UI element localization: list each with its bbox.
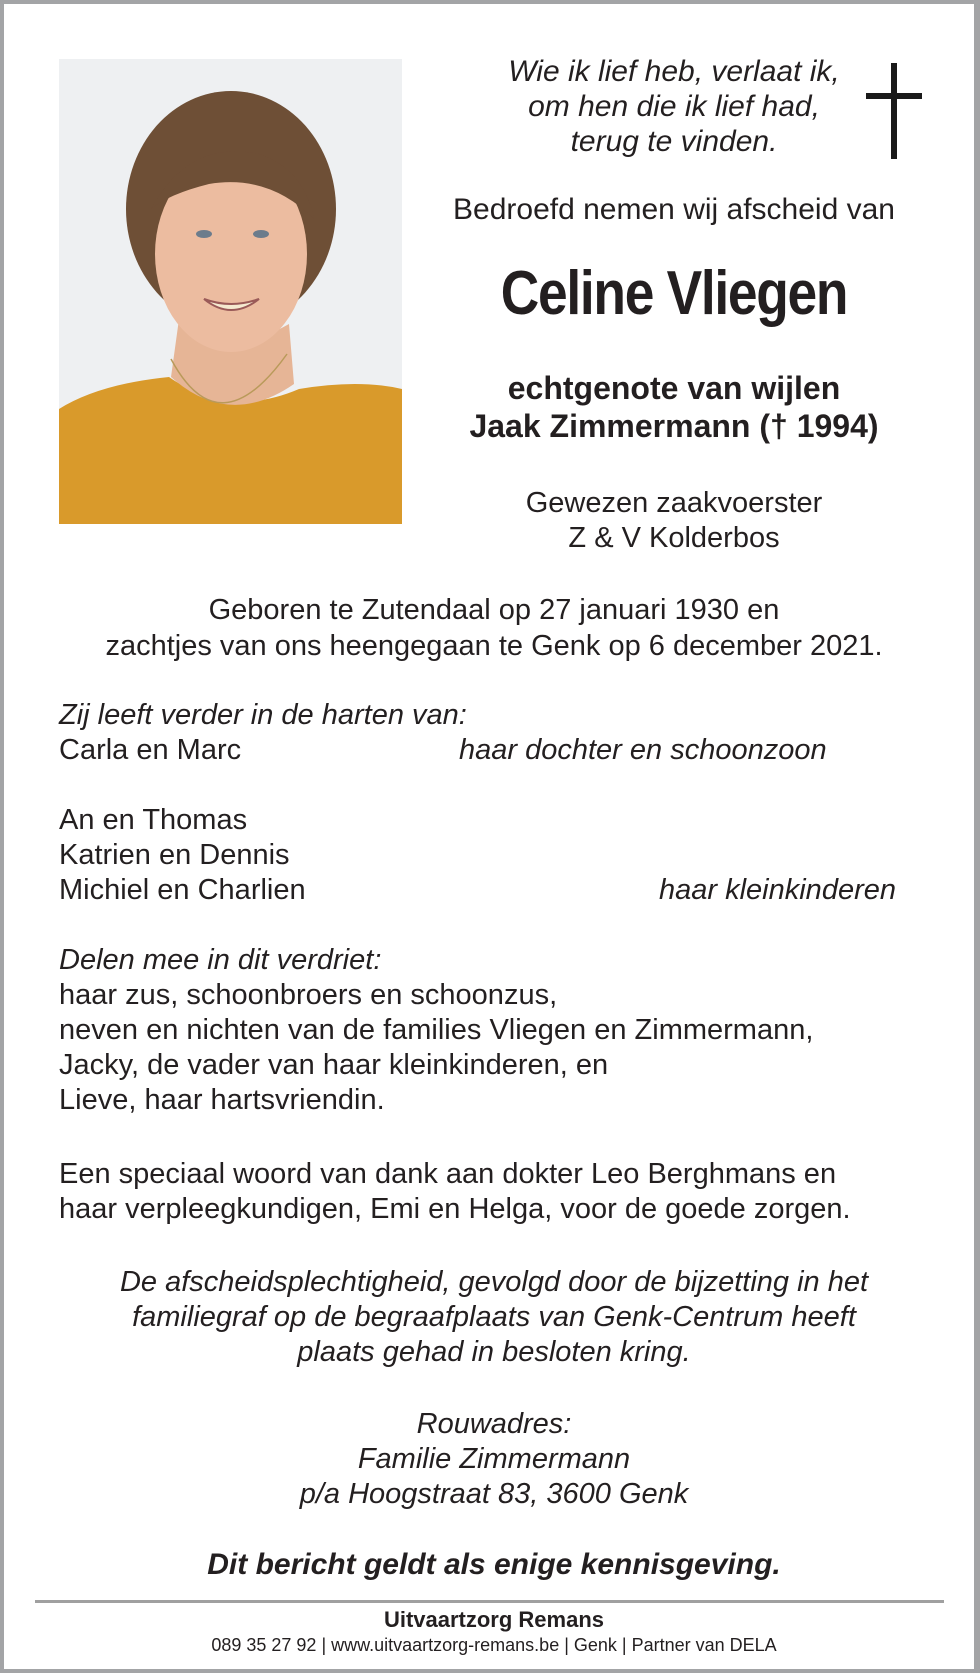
sharing-line: Jacky, de vader van haar kleinkinderen, en (59, 1049, 609, 1081)
portrait-image (59, 59, 402, 524)
survivors (59, 698, 919, 1118)
survivor-names: Michiel en Charlien (59, 874, 306, 906)
sharing-heading: Delen mee in dit verdriet: (59, 944, 382, 976)
thanks (59, 1157, 919, 1227)
ceremony-line: plaats gehad in besloten kring. (297, 1336, 691, 1368)
survivor-names: Carla en Marc (59, 734, 242, 766)
survivors-heading: Zij leeft verder in de harten van: (59, 699, 467, 731)
sharing-line: neven en nichten van de families Vliegen en Zimmermann, (59, 1014, 814, 1046)
died-line: zachtjes van ons heengegaan te Genk op 6 december 2021. (105, 630, 883, 662)
birth-death-info (44, 592, 944, 664)
ceremony-line: familiegraf op de begraafplaats van Genk-Centrum heeft (132, 1301, 856, 1333)
quote-line: terug te vinden. (570, 125, 778, 158)
sharing-line: Lieve, haar hartsvriendin. (59, 1084, 385, 1116)
notice-text: Dit bericht geldt als enige kennisgeving. (207, 1548, 781, 1581)
survivor-names: Katrien en Dennis (59, 839, 290, 871)
survivor-row (59, 803, 919, 838)
lead-text: Bedroefd nemen wij afscheid van (453, 193, 895, 226)
spouse-line: echtgenote van wijlen (507, 370, 841, 406)
quote-line: om hen die ik lief had, (528, 90, 820, 123)
thanks-line: Een speciaal woord van dank aan dokter Leo Berghmans en (59, 1158, 837, 1190)
survivor-relation: haar kleinkinderen (659, 874, 896, 906)
occupation (424, 486, 924, 556)
funeral-company: Uitvaartzorg Remans (383, 1607, 605, 1632)
spouse-line: Jaak Zimmermann († 1994) (469, 408, 879, 444)
sharing-line: haar zus, schoonbroers en schoonzus, (59, 979, 558, 1011)
ceremony-line: De afscheidsplechtigheid, gevolgd door de bijzetting in het (119, 1266, 869, 1298)
survivor-row (59, 873, 919, 908)
footer-divider (35, 1600, 944, 1603)
thanks-line: haar verpleegkundigen, Emi en Helga, voor de goede zorgen. (59, 1193, 851, 1225)
ceremony-info (44, 1265, 944, 1370)
address-line: Rouwadres: (416, 1408, 572, 1440)
survivor-relation: haar dochter en schoonzoon (459, 734, 827, 766)
address-line: Familie Zimmermann (357, 1443, 631, 1475)
survivor-row (59, 733, 919, 768)
mourning-address (44, 1407, 944, 1512)
address-line: p/a Hoogstraat 83, 3600 Genk (299, 1478, 689, 1510)
occupation-line: Gewezen zaakvoerster (525, 487, 823, 519)
portrait-photo (59, 59, 402, 524)
spouse-info (424, 369, 924, 445)
deceased-name: Celine Vliegen (500, 259, 848, 328)
survivor-names: An en Thomas (59, 804, 248, 836)
funeral-contact: 089 35 27 92 | www.uitvaartzorg-remans.be | Genk | Partner van DELA (211, 1635, 777, 1655)
occupation-line: Z & V Kolderbos (568, 522, 780, 554)
obituary-card (4, 4, 974, 1669)
quote (424, 54, 924, 159)
quote-line: Wie ik lief heb, verlaat ik, (508, 55, 840, 88)
born-line: Geboren te Zutendaal op 27 januari 1930 en (208, 594, 780, 626)
survivor-row (59, 838, 919, 873)
